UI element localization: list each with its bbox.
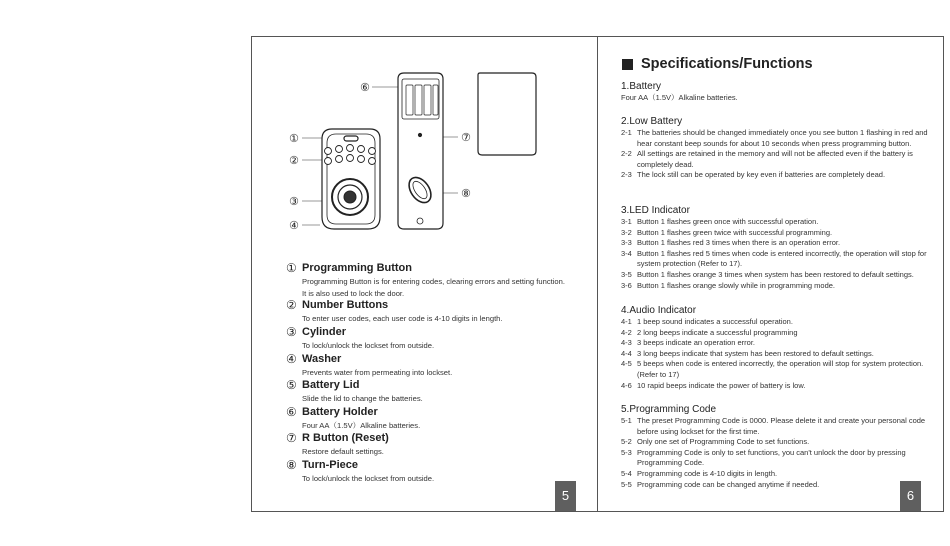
part-number-buttons — [286, 298, 586, 325]
part-number: ① — [286, 261, 297, 275]
part-desc: To lock/unlock the lockset from outside. — [302, 474, 435, 483]
part-battery-lid — [286, 378, 586, 405]
part-washer — [286, 352, 586, 379]
part-title: Battery Holder — [302, 406, 378, 418]
section-heading: 2.Low Battery — [621, 116, 683, 127]
part-cylinder — [286, 325, 586, 352]
part-programming-button — [286, 261, 586, 300]
list-item: 3-1 Button 1 flashes green once with successful operation. — [621, 217, 819, 226]
part-desc: To enter user codes, each user code is 4-10 digits in length. — [302, 314, 503, 323]
list-item: 4-2 2 long beeps indicate a successful programming — [621, 327, 798, 337]
part-title: Battery Lid — [302, 379, 360, 391]
part-battery-holder — [286, 405, 586, 432]
list-item: 4-3 3 beeps indicate an operation error. — [621, 338, 755, 348]
part-desc: Prevents water from permeating into lockset. — [302, 368, 453, 377]
section-text: Four AA（1.5V）Alkaline batteries. — [621, 93, 738, 102]
battery-lid — [478, 73, 536, 155]
square-bullet-icon — [622, 59, 633, 70]
part-title: Cylinder — [302, 326, 347, 338]
page-title — [622, 56, 813, 72]
callout-4: ④ — [289, 219, 299, 232]
list-item: 2-3 The lock still can be operated by key even if batteries are completely dead. — [621, 170, 886, 180]
part-desc: To lock/unlock the lockset from outside. — [302, 341, 435, 350]
list-item: 3-5 Button 1 flashes orange 3 times when system has been restored to default settings. — [621, 269, 914, 279]
part-title: Number Buttons — [302, 299, 389, 311]
callout-1: ① — [289, 132, 299, 145]
list-item: 2-1 The batteries should be changed immediately once you see button 1 flashing in red and hear constant beep sounds for about 10 seconds when press programming button. — [621, 128, 928, 148]
lock-diagram — [252, 37, 597, 237]
section-battery — [621, 80, 931, 104]
list-item: 3-6 Button 1 flashes orange slowly while in programming mode. — [621, 280, 836, 290]
part-number: ⑤ — [286, 378, 297, 392]
part-number: ⑥ — [286, 405, 297, 419]
back-unit — [398, 73, 443, 229]
page-title-text: Specifications/Functions — [641, 56, 813, 72]
section-audio-indicator — [621, 304, 931, 391]
part-number: ② — [286, 298, 297, 312]
callout-8: ⑧ — [461, 187, 471, 200]
callout-6: ⑥ — [360, 81, 370, 94]
part-desc: Programming Button is for entering codes, clearing errors and setting function. It is also used to lock the door. — [302, 277, 565, 298]
part-title: Turn-Piece — [302, 459, 359, 471]
part-turn-piece — [286, 458, 586, 485]
list-item: 3-4 Button 1 flashes red 5 times when code is entered incorrectly, the operation will stop for system protection (Refer to 17). — [621, 248, 927, 269]
list-item: 5-1 The preset Programming Code is 0000. Please delete it and create your personal code before using lockset for the first time. — [621, 416, 926, 436]
list-item: 5-5 Programming code can be changed anytime if needed. — [621, 479, 820, 489]
part-desc: Slide the lid to change the batteries. — [302, 394, 423, 403]
list-item: 5-3 Programming Code is only to set functions, you can't unlock the door by pressing Programming Code. — [621, 447, 906, 468]
page-number: 5 — [555, 481, 576, 511]
section-low-battery — [621, 115, 931, 181]
list-item: 3-3 Button 1 flashes red 3 times when there is an operation error. — [621, 238, 841, 248]
list-item: 4-6 10 rapid beeps indicate the power of battery is low. — [621, 380, 806, 390]
part-number: ④ — [286, 352, 297, 366]
part-desc: Restore default settings. — [302, 447, 384, 456]
part-number: ⑦ — [286, 431, 297, 445]
list-item: 5-2 Only one set of Programming Code to set functions. — [621, 437, 810, 447]
section-heading: 5.Programming Code — [621, 404, 717, 415]
manual-page-right — [597, 36, 944, 512]
list-item: 2-2 All settings are retained in the memory and will not be affected even if the battery is completely dead. — [621, 149, 913, 169]
callout-2: ② — [289, 154, 299, 167]
list-item: 5-4 Programming code is 4-10 digits in length. — [621, 468, 778, 478]
part-desc: Four AA（1.5V）Alkaline batteries. — [302, 421, 421, 430]
callout-7: ⑦ — [461, 131, 471, 144]
section-led-indicator — [621, 204, 931, 291]
part-title: Washer — [302, 353, 342, 365]
list-item: 3-2 Button 1 flashes green twice with successful programming. — [621, 227, 833, 237]
part-number: ③ — [286, 325, 297, 339]
list-item: 4-5 5 beeps when code is entered incorrectly, the operation will stop for system protection. (Refer to 17) — [621, 359, 924, 379]
list-item: 4-4 3 long beeps indicate that system has been restored to default settings. — [621, 348, 874, 358]
section-programming-code — [621, 403, 931, 490]
part-number: ⑧ — [286, 458, 297, 472]
section-heading: 4.Audio Indicator — [621, 305, 697, 316]
list-item: 4-1 1 beep sound indicates a successful operation. — [621, 317, 793, 326]
part-title: Programming Button — [302, 262, 412, 274]
part-reset-button — [286, 431, 586, 458]
section-heading: 3.LED Indicator — [621, 205, 690, 216]
part-title: R Button (Reset) — [302, 432, 389, 444]
page-number: 6 — [900, 481, 921, 511]
callout-3: ③ — [289, 195, 299, 208]
manual-page-left — [251, 36, 598, 512]
section-heading: 1.Battery — [621, 81, 662, 92]
